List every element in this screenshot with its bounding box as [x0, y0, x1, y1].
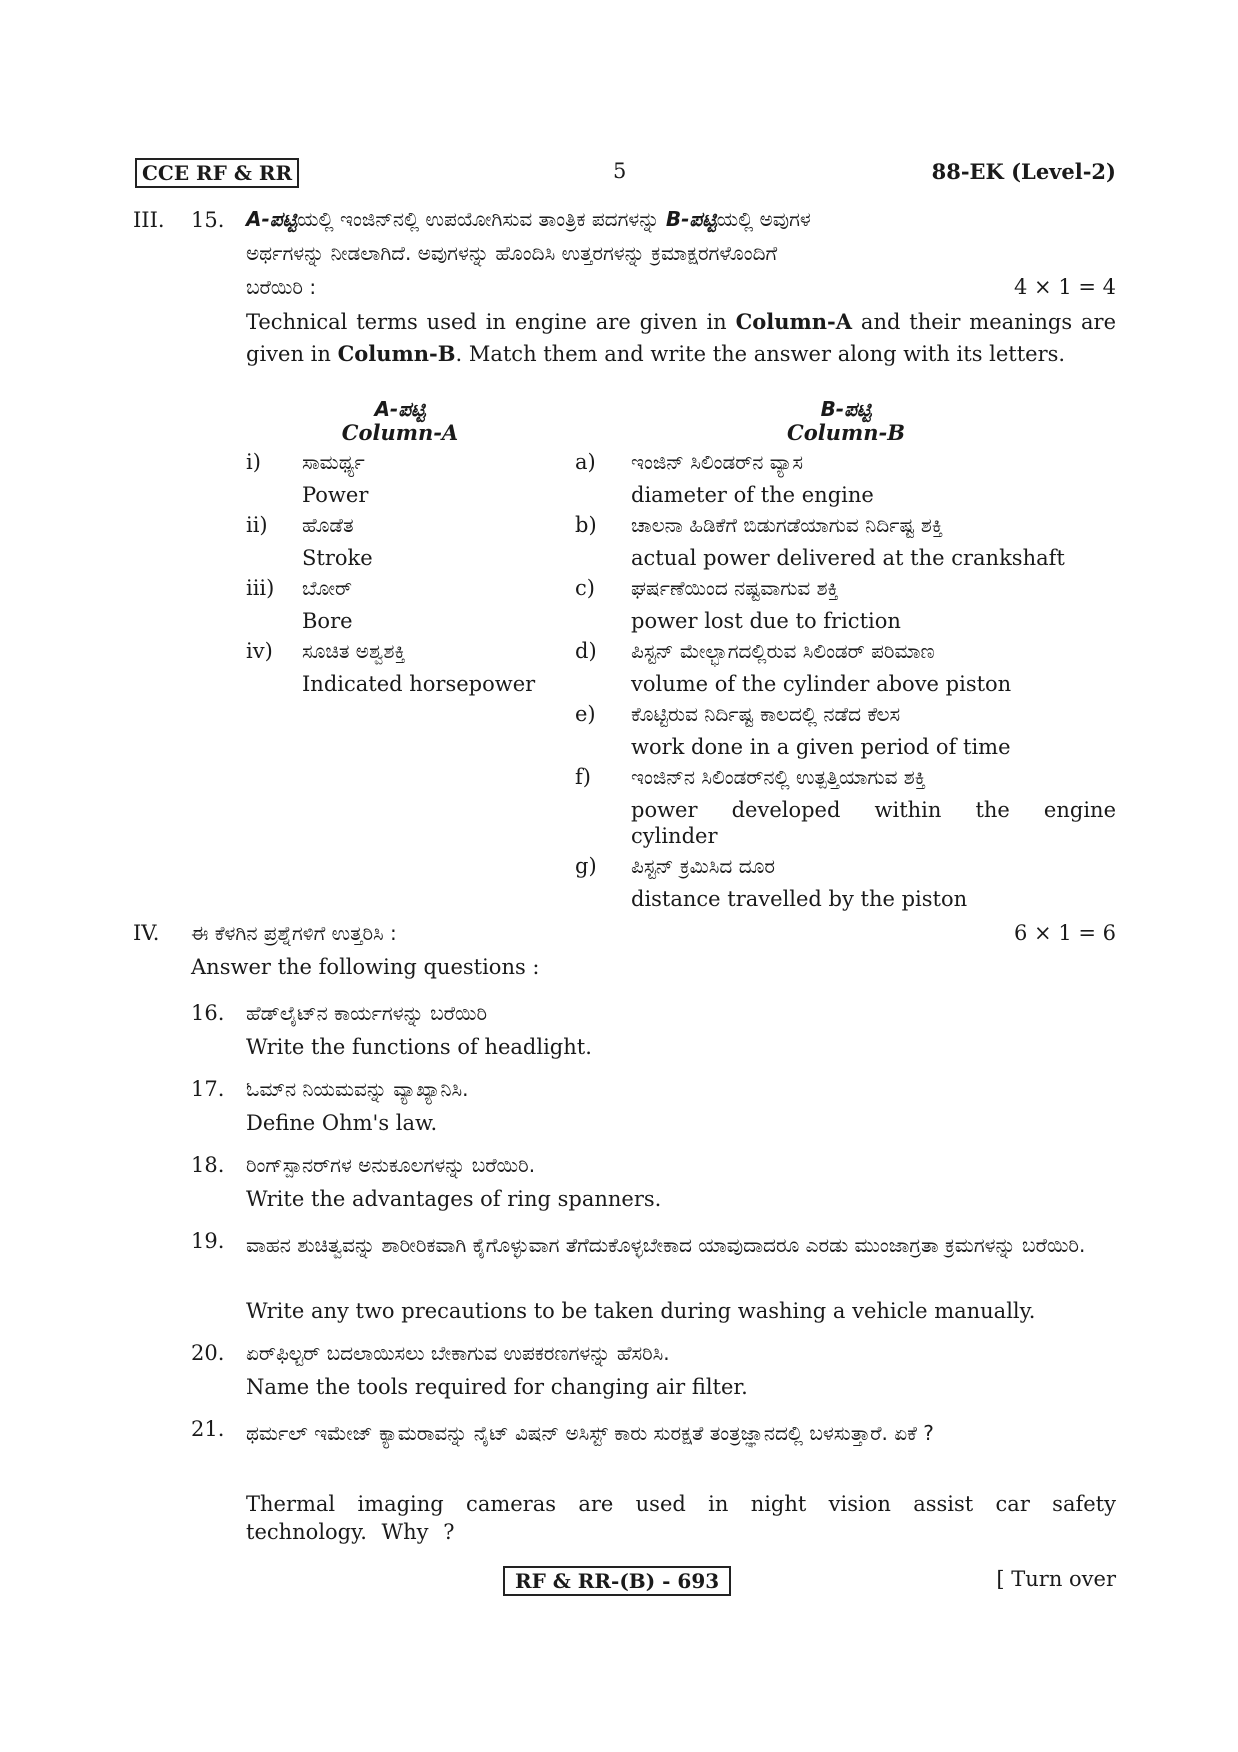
- question-kn: ವಾಹನ ಶುಚಿತ್ವವನ್ನು ಶಾರೀರಿಕವಾಗಿ ಕೈಗೊಳ್ಳುವಾಗ ತೆಗೆದುಕೊಳ್ಳಬೇಕಾದ ಯಾವುದಾದರೂ ಎರಡು ಮುಂಜಾಗ್ರತಾ ಕ್ರಮಗಳನ್ನು ಬರೆಯಿರಿ.: [246, 1233, 1086, 1257]
- item-label: a): [575, 450, 596, 474]
- item-en: Bore: [302, 609, 353, 633]
- item-en: power developed within the engine cylinder: [631, 798, 1116, 848]
- column-a-item: [246, 638, 566, 698]
- item-en: power lost due to friction: [631, 609, 901, 633]
- column-b-item: [575, 853, 1116, 913]
- question-number: 20.: [191, 1341, 225, 1365]
- item-en: Indicated horsepower: [302, 672, 536, 696]
- header-paper-code: CCE RF & RR: [135, 158, 299, 188]
- q15-en-column-a: Column-A: [735, 309, 853, 334]
- question-en: Write the advantages of ring spanners.: [246, 1187, 662, 1211]
- question-number: 16.: [191, 1001, 225, 1025]
- item-kn: ಚಾಲನಾ ಹಿಡಿಕೆಗೆ ಬಿಡುಗಡೆಯಾಗುವ ನಿರ್ದಿಷ್ಟ ಶಕ್ತಿ: [631, 513, 943, 537]
- column-a-item: [246, 575, 566, 635]
- item-kn: ಘರ್ಷಣೆಯಿಂದ ನಷ್ಟವಾಗುವ ಶಕ್ತಿ: [631, 576, 839, 600]
- item-en: work done in a given period of time: [631, 735, 1011, 759]
- item-label: ii): [246, 513, 268, 537]
- item-label: iii): [246, 576, 275, 600]
- item-kn: ಹೊಡೆತ: [302, 513, 354, 537]
- question-kn: ಥರ್ಮಲ್ ಇಮೇಜ್ ಕ್ಯಾಮರಾವನ್ನು ನೈಟ್ ವಿಷನ್ ಅಸಿಸ್ಟ್ ಕಾರು ಸುರಕ್ಷತೆ ತಂತ್ರಜ್ಞಾನದಲ್ಲಿ ಬಳಸುತ್ತಾರೆ. ಏಕೆ ?: [246, 1421, 934, 1445]
- question-number: 19.: [191, 1229, 225, 1253]
- item-en: diameter of the engine: [631, 483, 874, 507]
- question-en: Name the tools required for changing air filter.: [246, 1375, 748, 1399]
- column-b-kn: B-ಪಟ್ಟಿ: [820, 397, 872, 421]
- section-iv-marks: 6 × 1 = 6: [1014, 921, 1116, 945]
- item-kn: ಪಿಸ್ಟನ್ ಮೇಲ್ಭಾಗದಲ್ಲಿರುವ ಸಿಲಿಂಡರ್ ಪರಿಮಾಣ: [631, 639, 935, 663]
- item-en: volume of the cylinder above piston: [631, 672, 1012, 696]
- item-label: d): [575, 639, 597, 663]
- column-b-heading: [766, 398, 926, 445]
- question-kn: ಹೆಡ್‌ಲೈಟ್‌ನ ಕಾರ್ಯಗಳನ್ನು ಬರೆಯಿರಿ: [246, 1001, 488, 1025]
- page-number: 5: [613, 159, 627, 183]
- header-level-code: 88-EK (Level-2): [931, 159, 1116, 184]
- q15-en-part-1: Technical terms used in engine are given in: [246, 310, 736, 334]
- question-15-number: 15.: [191, 208, 225, 232]
- column-b-item: [575, 764, 1116, 854]
- item-label: i): [246, 450, 261, 474]
- question-en: Write the functions of headlight.: [246, 1035, 592, 1059]
- column-a-item: [246, 449, 566, 509]
- item-kn: ಬೋರ್: [302, 576, 353, 600]
- question-number: 17.: [191, 1077, 225, 1101]
- item-label: iv): [246, 639, 273, 663]
- q15-kn-line1-mid: ಯಲ್ಲಿ ಇಂಜಿನ್‌ನಲ್ಲಿ ಉಪಯೋಗಿಸುವ ತಾಂತ್ರಿಕ ಪದಗಳನ್ನು: [297, 207, 666, 231]
- column-a-en: Column-A: [341, 420, 459, 445]
- question-en: Define Ohm's law.: [246, 1111, 438, 1135]
- item-label: b): [575, 513, 597, 537]
- column-b-item: [575, 512, 1116, 572]
- section-iv-roman: IV.: [133, 921, 160, 945]
- column-a-heading: [320, 398, 480, 445]
- q15-kannada-line-2: ಅರ್ಥಗಳನ್ನು ನೀಡಲಾಗಿದೆ. ಅವುಗಳನ್ನು ಹೊಂದಿಸಿ ಉತ್ತರಗಳನ್ನು ಕ್ರಮಾಕ್ಷರಗಳೊಂದಿಗೆ: [246, 241, 778, 265]
- q15-english-instruction: [246, 306, 1116, 370]
- section-iv-kn-heading: ಈ ಕೆಳಗಿನ ಪ್ರಶ್ನೆಗಳಿಗೆ ಉತ್ತರಿಸಿ :: [191, 921, 397, 945]
- q15-kannada-line-3: ಬರೆಯಿರಿ :: [246, 275, 317, 299]
- section-iv-en-heading: Answer the following questions :: [191, 955, 540, 979]
- question-kn: ಓಮ್‌ನ ನಿಯಮವನ್ನು ವ್ಯಾಖ್ಯಾನಿಸಿ.: [246, 1077, 469, 1101]
- column-b-item: [575, 575, 1116, 635]
- column-a-item: [246, 512, 566, 572]
- item-en: distance travelled by the piston: [631, 887, 968, 911]
- column-a-kn: A-ಪಟ್ಟಿ: [374, 397, 426, 421]
- item-kn: ಇಂಜಿನ್ ಸಿಲಿಂಡರ್‌ನ ವ್ಯಾಸ: [631, 450, 804, 474]
- item-kn: ಸೂಚಿತ ಅಶ್ವಶಕ್ತಿ: [302, 639, 406, 663]
- question-en: Thermal imaging cameras are used in night vision assist car safety technology. Why ?: [246, 1492, 1116, 1544]
- footer-code-box: RF & RR-(B) - 693: [503, 1566, 731, 1596]
- item-label: e): [575, 702, 596, 726]
- q15-en-part-3: . Match them and write the answer along with its letters.: [455, 342, 1066, 366]
- column-b-item: [575, 701, 1116, 761]
- question-kn: ಏರ್‌ಫಿಲ್ಟರ್ ಬದಲಾಯಿಸಲು ಬೇಕಾಗುವ ಉಪಕರಣಗಳನ್ನು ಹೆಸರಿಸಿ.: [246, 1341, 670, 1365]
- item-kn: ಸಾಮರ್ಥ್ಯ: [302, 450, 365, 474]
- col-a-kn-inline: A-ಪಟ್ಟಿ: [246, 207, 298, 231]
- item-kn: ಪಿಸ್ಟನ್ ಕ್ರಮಿಸಿದ ದೂರ: [631, 854, 775, 878]
- column-b-item: [575, 638, 1116, 698]
- item-en: Power: [302, 483, 369, 507]
- q15-kn-line1-end: ಯಲ್ಲಿ ಅವುಗಳ: [716, 207, 811, 231]
- question-en: Write any two precautions to be taken during washing a vehicle manually.: [246, 1299, 1036, 1323]
- item-label: g): [575, 854, 597, 878]
- column-b-en: Column-B: [787, 420, 905, 445]
- item-en: actual power delivered at the crankshaft: [631, 546, 1065, 570]
- turn-over-note: [ Turn over: [996, 1567, 1116, 1591]
- col-b-kn-inline: B-ಪಟ್ಟಿ: [665, 207, 717, 231]
- section-iii-roman: III.: [133, 208, 165, 232]
- q15-en-part-2: and their meanings are given in: [246, 310, 1116, 366]
- question-kn: ರಿಂಗ್‌ಸ್ಪಾನರ್‌ಗಳ ಅನುಕೂಲಗಳನ್ನು ಬರೆಯಿರಿ.: [246, 1153, 536, 1177]
- item-label: f): [575, 765, 591, 789]
- q15-en-column-b: Column-B: [337, 341, 456, 366]
- q15-kannada-line-1: [246, 206, 1116, 232]
- question-number: 21.: [191, 1417, 225, 1441]
- question-number: 18.: [191, 1153, 225, 1177]
- column-b-item: [575, 449, 1116, 509]
- item-en: Stroke: [302, 546, 373, 570]
- item-kn: ಕೊಟ್ಟಿರುವ ನಿರ್ದಿಷ್ಟ ಕಾಲದಲ್ಲಿ ನಡೆದ ಕೆಲಸ: [631, 702, 901, 726]
- item-kn: ಇಂಜಿನ್‌ನ ಸಿಲಿಂಡರ್‌ನಲ್ಲಿ ಉತ್ಪತ್ತಿಯಾಗುವ ಶಕ್ತಿ: [631, 765, 926, 789]
- q15-marks: 4 × 1 = 4: [1014, 275, 1116, 299]
- item-label: c): [575, 576, 595, 600]
